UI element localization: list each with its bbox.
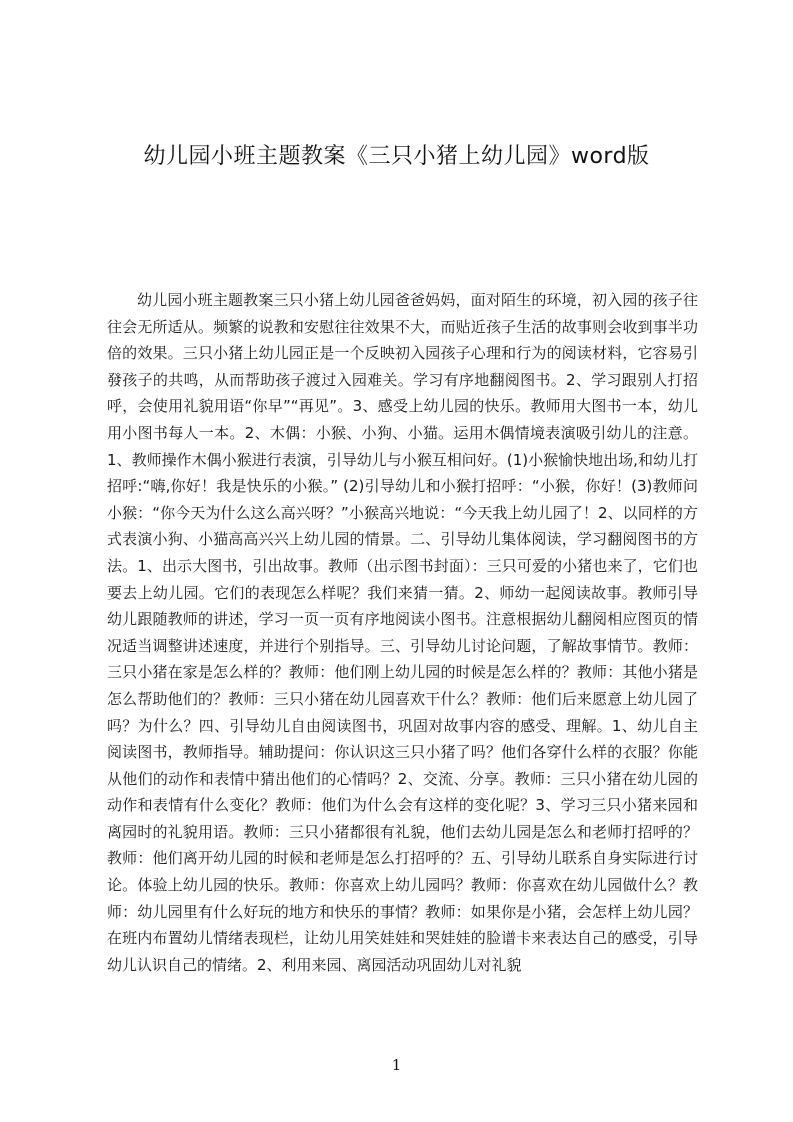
document-title: 幼儿园小班主题教案《三只小猪上幼儿园》word版 [143,144,650,169]
page-number: 1 [391,1056,402,1074]
document-body-paragraph: 幼儿园小班主题教案三只小猪上幼儿园爸爸妈妈，面对陌生的环境，初入园的孩子往往会无所适从。频繁的说教和安慰往往效果不大，而贴近孩子生活的故事则会收到事半功倍的效果。三只小猪上幼儿园正是一个反映初入园孩子心理和行为的阅读材料，它容易引發孩子的共鸣，从而帮助孩子渡过入园难关。学习有序地翻阅图书。2、学习跟别人打招呼，会使用礼貌用语“你早”“再见”。3、感受上幼儿园的快乐。教师用大图书一本，幼儿用小图书每人一本。2、木偶：小猴、小狗、小猫。运用木偶情境表演吸引幼儿的注意。1、教师操作木偶小猴进行表演，引导幼儿与小猴互相问好。(1)小猴愉快地出场,和幼儿打招呼:“嗨,你好！我是快乐的小猴。” (2)引导幼儿和小猴打招呼：“小猴，你好！(3)教师问小猴：“你今天为什么这么高兴呀？”小猴高兴地说：“今天我上幼儿园了！2、以同样的方式表演小狗、小猫高高兴兴上幼儿园的情景。二、引导幼儿集体阅读，学习翻阅图书的方法。1、出示大图书，引出故事。教师（出示图书封面）：三只可爱的小猪也来了，它们也要去上幼儿园。它们的表现怎么样呢？我们来猜一猜。2、师幼一起阅读故事。教师引导幼儿跟随教师的讲述，学习一页一页有序地阅读小图书。注意根据幼儿翻阅相应图页的情况适当调整讲述速度，并进行个别指导。三、引导幼儿讨论问题，了解故事情节。教师：三只小猪在家是怎么样的？教师：他们刚上幼儿园的时候是怎么样的？教师：其他小猪是怎么帮助他们的？教师：三只小猪在幼儿园喜欢干什么？教师：他们后来愿意上幼儿园了吗？为什么？四、引导幼儿自由阅读图书，巩固对故事内容的感受、理解。1、幼儿自主阅读图书，教师指导。辅助提问：你认识这三只小猪了吗？他们各穿什么样的衣服？你能从他们的动作和表情中猜出他们的心情吗？2、交流、分享。教师：三只小猪在幼儿园的动作和表情有什么变化？教师：他们为什么会有这样的变化呢？3、学习三只小猪来园和离园时的礼貌用语。教师：三只小猪都很有礼貌，他们去幼儿园是怎么和老师打招呼的？教师：他们离开幼儿园的时候和老师是怎么打招呼的？五、引导幼儿联系自身实际进行讨论。体验上幼儿园的快乐。教师：你喜欢上幼儿园吗？教师：你喜欢在幼儿园做什么？教师：幼儿园里有什么好玩的地方和快乐的事情？教师：如果你是小猪，会怎样上幼儿园？在班内布置幼儿情绪表现栏，让幼儿用笑娃娃和哭娃娃的脸谱卡来表达自己的感受，引导幼儿认识自己的情绪。2、利用来园、离园活动巩固幼儿对礼貌 [107,291,698,974]
